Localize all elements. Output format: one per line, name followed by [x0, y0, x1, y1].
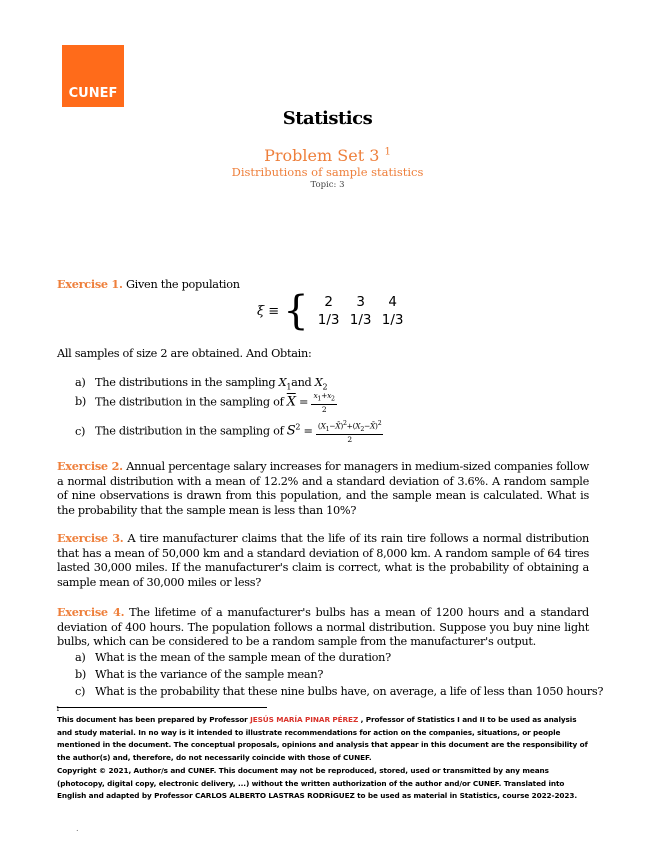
item-text: The distribution in the sampling of [95, 424, 287, 438]
exercise-2-label: Exercise 2. [57, 459, 123, 473]
footnote [57, 714, 592, 803]
item-text: What is the probability that these nine bulbs have, on average, a life of less than 1050 hours? [95, 685, 604, 698]
footnote-author: JESÚS MARÍA PINAR PÉREZ [250, 715, 359, 724]
exercise-1-item-b: b) The distribution in the sampling of $\overline{X}$ = $\frac{x_1+x_2}{2}$ [75, 391, 335, 414]
exercise-4-text: The lifetime of a manufacturer's bulbs has a mean of 1200 hours and a standard deviation of 400 hours. The population follows a normal distribution. Suppose you buy nine light bulbs, which can be considered to be a random sample from the manufacturer's output. [57, 606, 589, 648]
exercise-3 [57, 531, 589, 590]
population-value: 3 [356, 294, 365, 310]
exercise-4-label: Exercise 4. [57, 605, 125, 619]
item-text: The distribution in the sampling of [95, 395, 287, 409]
cunef-logo [62, 45, 124, 107]
fraction: $\frac{x_1+x_2}{2}$ [313, 391, 335, 414]
exercise-1-item-c: c) The distribution in the sampling of $S^2$ = $\frac{(X_1-X̄)^2+(X_2-X̄)^2}{2}$ [75, 420, 382, 444]
exercise-4-item-b [75, 668, 323, 682]
exercise-4-item-c [75, 685, 603, 699]
exercise-1-text: Given the population [125, 278, 240, 291]
fraction: $\frac{(X_1-X̄)^2+(X_2-X̄)^2}{2}$ [317, 420, 382, 444]
footnote-text: This document has been prepared by Professor [57, 715, 251, 724]
population-prob: 1/3 [317, 312, 340, 328]
item-text: What is the mean of the sample mean of the duration? [95, 651, 391, 664]
population-prob: 1/3 [381, 312, 404, 328]
page-title: Statistics [282, 108, 373, 129]
topic-label: Topic: 3 [310, 180, 345, 190]
page-dot: . [76, 824, 79, 833]
exercise-2-text: Annual percentage salary increases for managers in medium-sized companies follow a normal distribution with a mean of 12.2% and a standard deviation of 3.6%. A random sample of nine observations is drawn from this population, and the sample mean is calculated. What is the probability that the sample mean is less than 10%? [57, 460, 589, 517]
footnote-text: , Professor of Statistics I and II to be used as analysis and study material. In no way is it intended to illustrate recommendations for action on the companies, situations, or people mentioned in the document. The conceptual proposals, opinions and analysis that appear in this document are the responsibility of the author(s) and, therefore, do not necessarily coincide with those of CUNEF. [57, 715, 588, 763]
item-text: The distributions in the sampling [95, 376, 279, 389]
exercise-1-label: Exercise 1. [57, 277, 123, 291]
left-brace: { [283, 288, 309, 334]
item-label: a) [75, 376, 86, 389]
item-label: b) [75, 395, 87, 409]
exercise-4 [57, 605, 589, 650]
item-text: What is the variance of the sample mean? [95, 668, 324, 681]
item-label: a) [75, 651, 86, 664]
exercise-1-item-a: a) The distributions in the sampling $X_1and$ $X_2$ [75, 376, 328, 392]
exercise-3-text: A tire manufacturer claims that the life of its rain tire follows a normal distribution that has a mean of 50,000 km and a standard deviation of 8,000 km. A random sample of 64 tires lasted 30,000 miles. If the manufacturer's claim is correct, what is the probability of obtaining a sample mean of 30,000 miles or less? [57, 532, 589, 589]
problem-set-title [0, 146, 655, 165]
population-prob: 1/3 [349, 312, 372, 328]
population-value: 4 [388, 294, 397, 310]
logo-text: CUNEF [68, 86, 118, 101]
item-label: c) [75, 424, 86, 438]
footnote-ref: 1 [384, 146, 391, 158]
footnote-mark: 1 [56, 706, 60, 713]
exercise-3-label: Exercise 3. [57, 531, 124, 545]
exercise-2 [57, 459, 589, 518]
footnote-copyright: Copyright © 2021, Author/s and CUNEF. This document may not be reproduced, stored, used or transmitted by any means (photocopy, digital copy, electronic delivery, ...) without the written authorization of the author and/or CUNEF. Translated into English and adapted by Professor CARLOS ALBERTO LASTRAS RODRÍGUEZ to be used as material in Statistics, course 2022-2023. [57, 765, 578, 801]
population-value: 2 [324, 294, 333, 310]
population-definition [257, 288, 409, 334]
footnote-divider [57, 707, 267, 708]
exercise-1-instruction: All samples of size 2 are obtained. And Obtain: [57, 347, 312, 360]
section-subtitle: Distributions of sample statistics [231, 165, 424, 179]
item-label: c) [75, 685, 86, 698]
subtitle-text: Problem Set 3 [264, 146, 380, 165]
exercise-4-item-a [75, 651, 391, 665]
item-label: b) [75, 668, 87, 681]
population-table [313, 294, 409, 328]
population-symbol: ξ ≡ [257, 303, 280, 319]
